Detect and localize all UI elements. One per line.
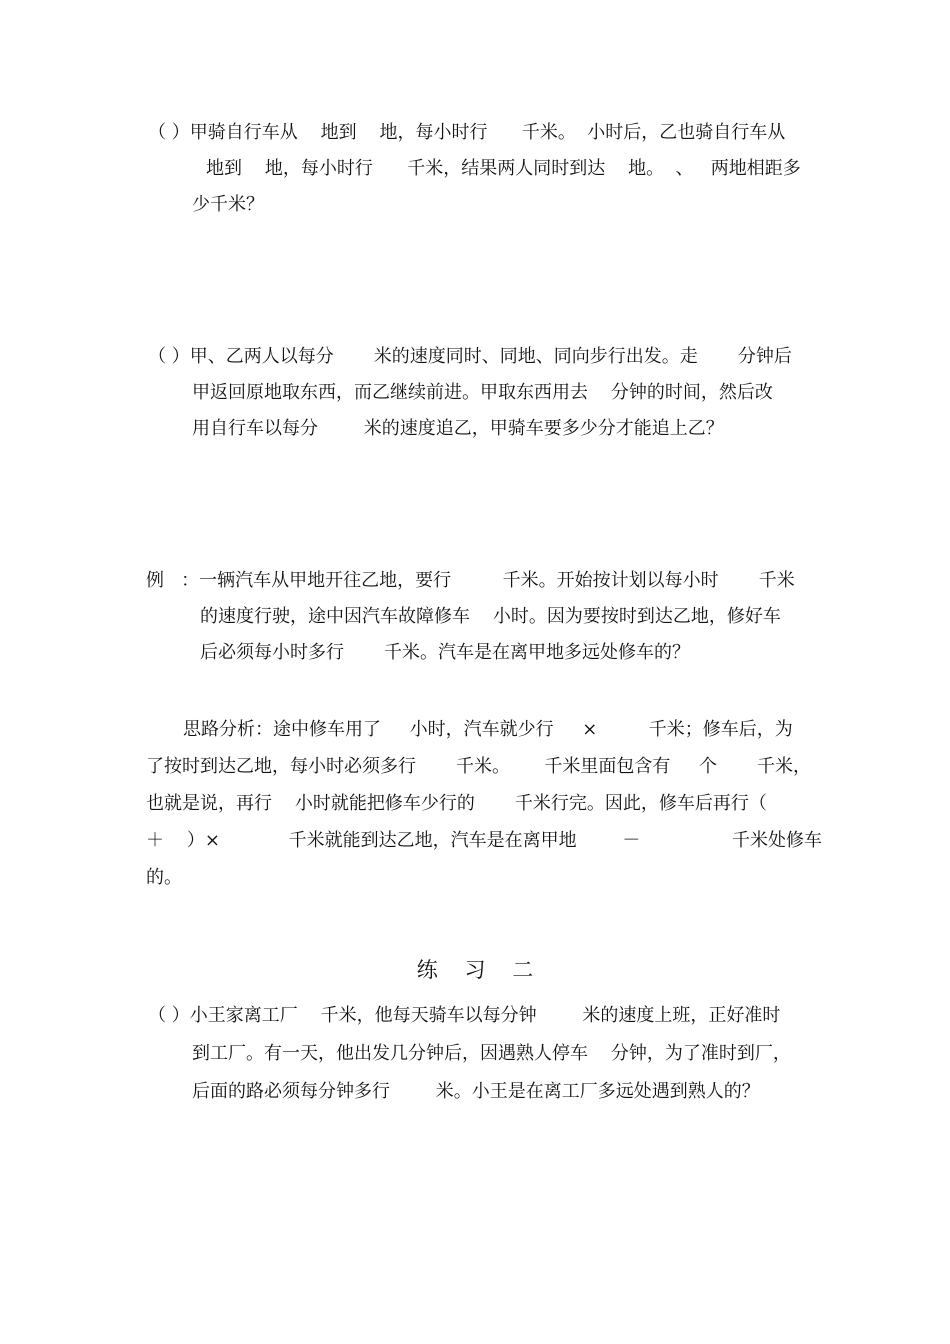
analysis-line-3: 也就是说，再行 小时就能把修车少行的 千米行完。因此，修车后再行（ (146, 793, 767, 814)
section-heading: 练 习 二 (416, 958, 534, 982)
analysis-line-1: 思路分析：途中修车用了 小时，汽车就少行 × 千米；修车后，为 (183, 719, 793, 740)
example-line-3: 后必须每小时多行 千米。汽车是在离甲地多远处修车的？ (200, 642, 691, 663)
example-line-1: 例 ：一辆汽车从甲地开往乙地，要行 千米。开始按计划以每小时 千米 (146, 570, 795, 591)
problem-3-line-1: （ ）小王家离工厂 千米，他每天骑车以每分钟 米的速度上班，正好准时 (148, 1005, 781, 1026)
problem-3-line-2: 到工厂。有一天，他出发几分钟后，因遇熟人停车 分钟，为了准时到厂， (192, 1043, 791, 1064)
problem-1-line-2: 地到 地，每小时行 千米，结果两人同时到达 地。 、 两地相距多 (206, 158, 801, 179)
problem-1-line-3: 少千米？ (192, 194, 264, 215)
problem-2-line-2: 甲返回原地取东西，而乙继续前进。甲取东西用去 分钟的时间，然后改 (192, 382, 773, 403)
analysis-line-2: 了按时到达乙地，每小时必须多行 千米。 千米里面包含有 个 千米， (146, 756, 812, 777)
problem-1-line-1: （ ）甲骑自行车从 地到 地，每小时行 千米。 小时后，乙也骑自行车从 (148, 122, 786, 143)
example-line-2: 的速度行驶，途中因汽车故障修车 小时。因为要按时到达乙地，修好车 (200, 606, 781, 627)
problem-3-line-3: 后面的路必须每分钟多行 米。小王是在离工厂多远处遇到熟人的？ (192, 1081, 760, 1102)
analysis-line-4: ＋ ）× 千米就能到达乙地，汽车是在离甲地 － 千米处修车 (146, 830, 822, 851)
analysis-line-5: 的。 (146, 867, 182, 888)
problem-2-line-3: 用自行车以每分 米的速度追乙，甲骑车要多少分才能追上乙？ (192, 418, 724, 439)
problem-2-line-1: （ ）甲、乙两人以每分 米的速度同时、同地、同向步行出发。走 分钟后 (148, 346, 792, 367)
